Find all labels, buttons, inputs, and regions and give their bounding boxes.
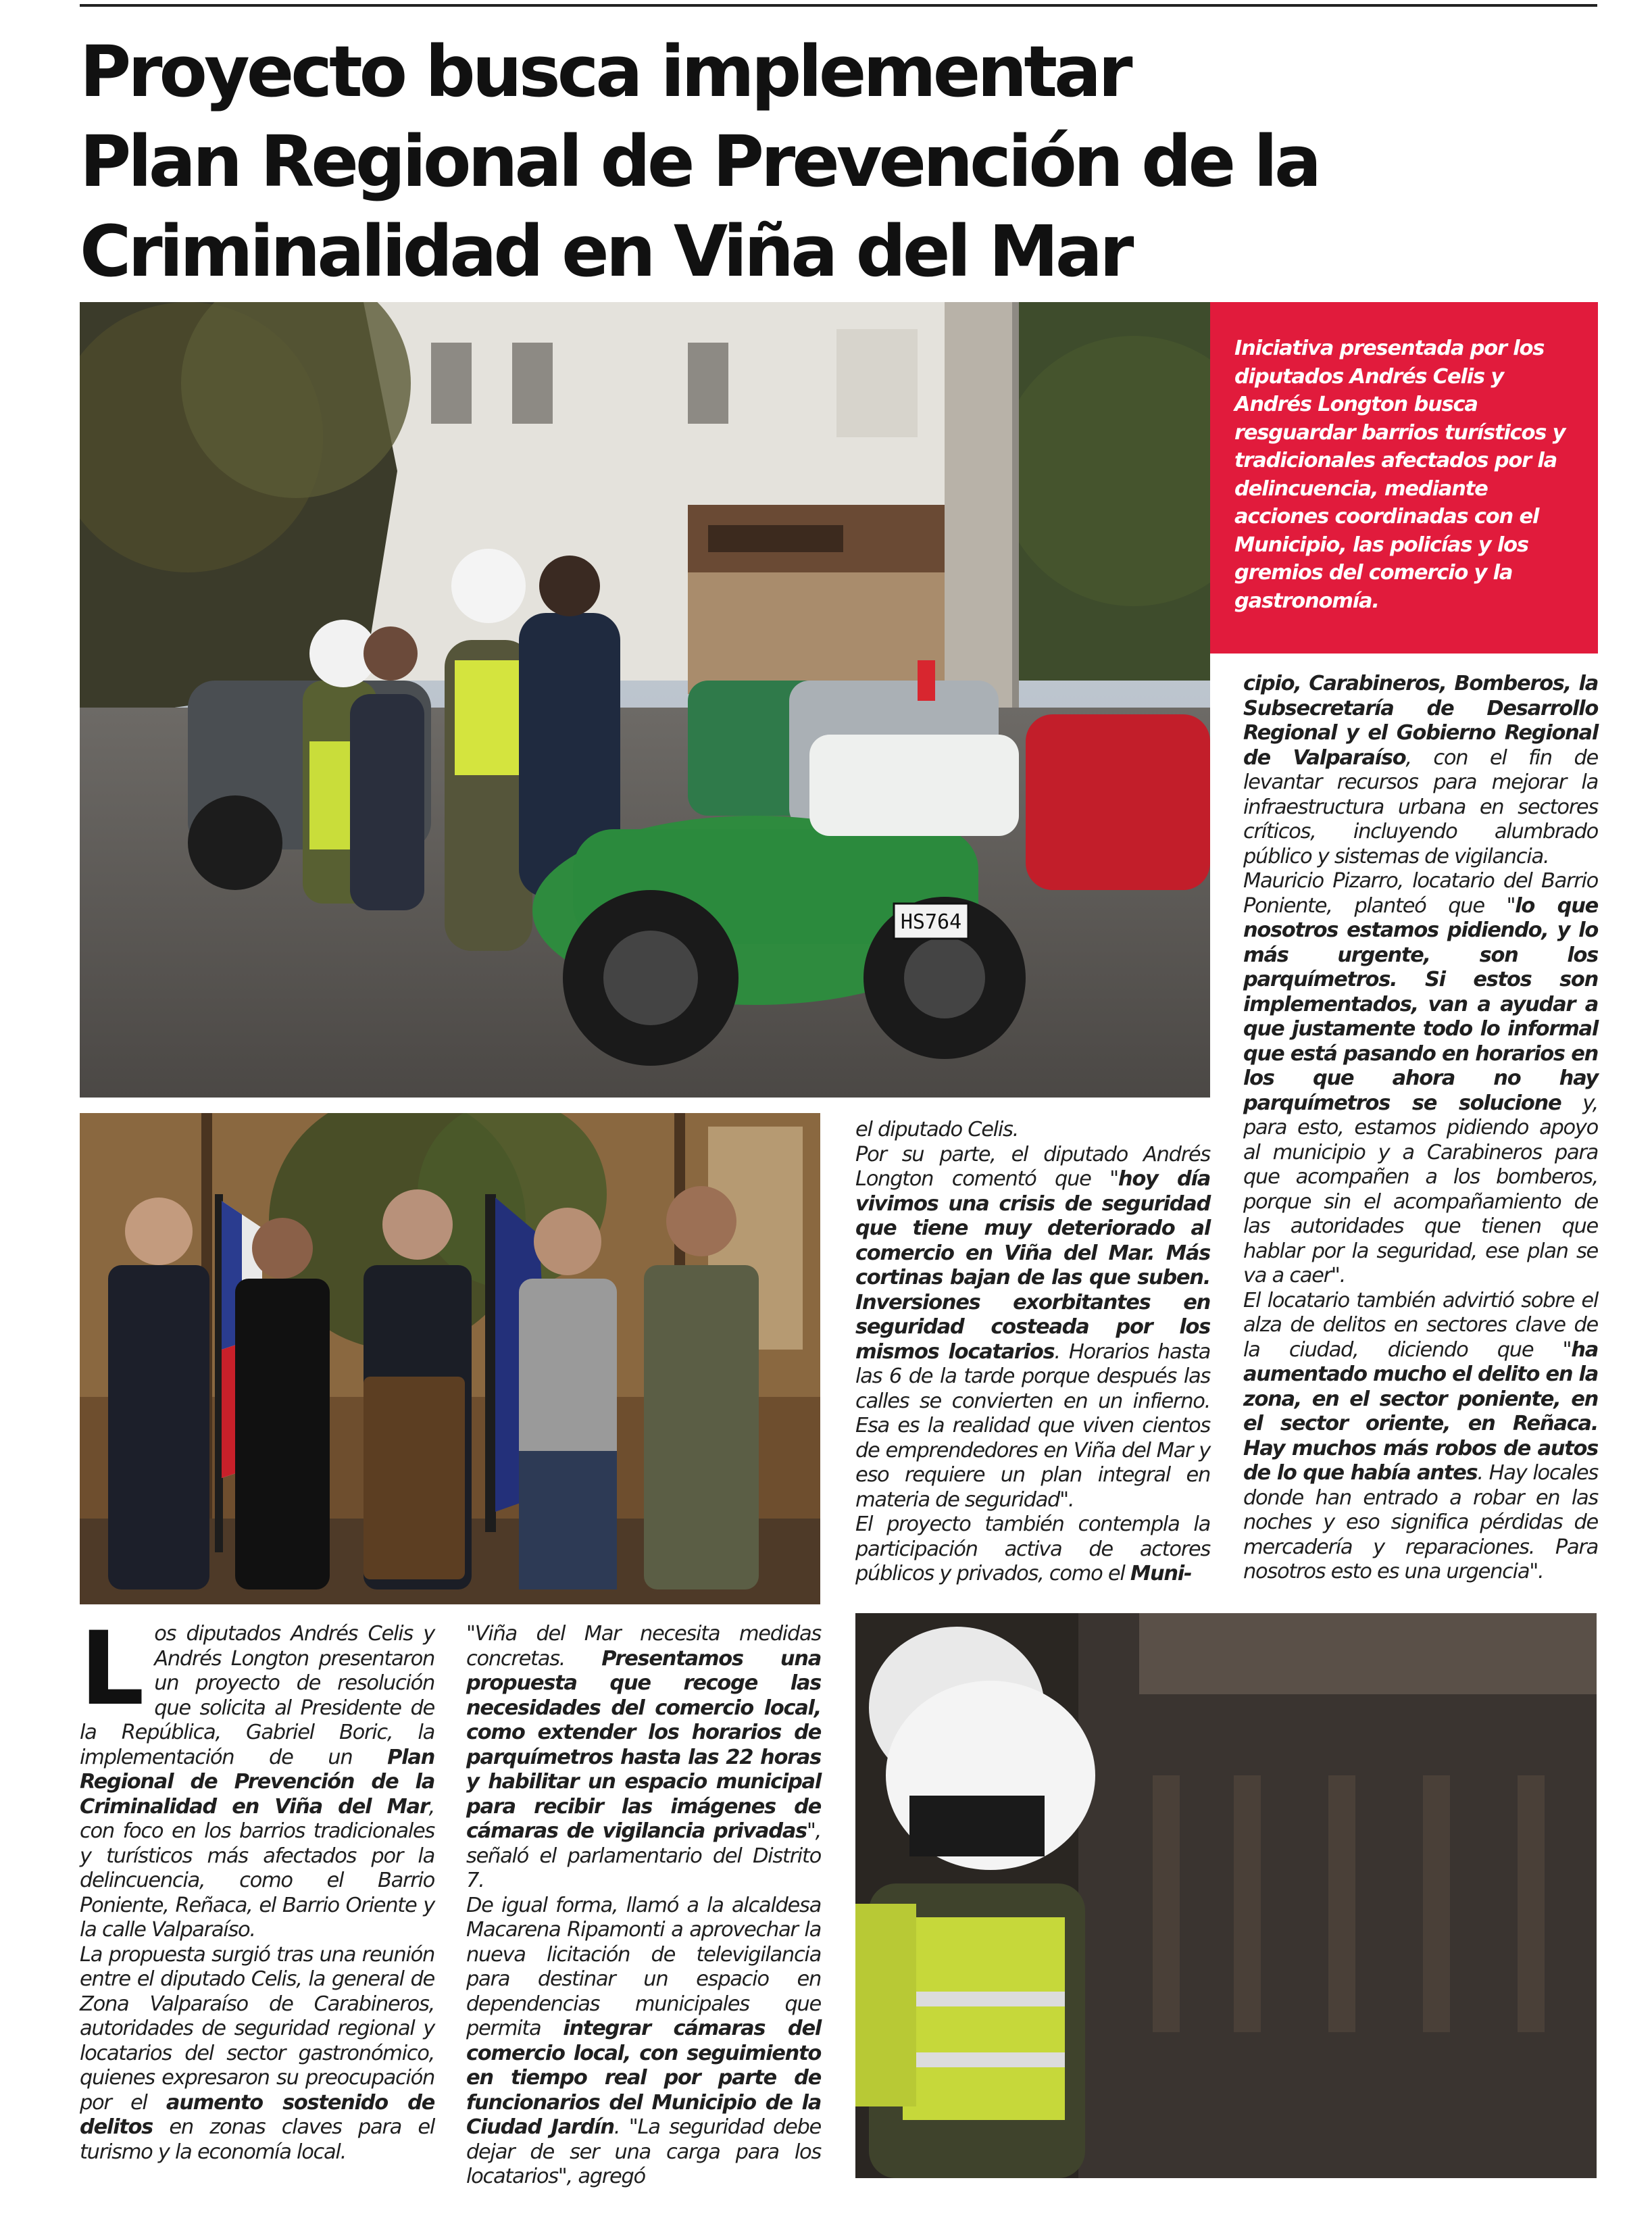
text-run-bold: cipio, Carabineros, Bomberos, la Subsecretaría de Desarrollo Regional y el Gobierno Regional de Valparaíso — [1243, 672, 1598, 770]
text-run: El locatario también advirtió sobre el alza de delitos en sectores clave de la ciudad, diciendo que " — [1243, 1288, 1598, 1362]
text-run: "Viña del Mar necesita medidas concretas. — [466, 1622, 821, 1671]
paragraph-9 — [1243, 869, 1598, 1289]
paragraph-5: el diputado Celis. — [855, 1118, 1019, 1141]
article-column-1 — [80, 1610, 434, 2165]
street-photo — [80, 302, 1210, 1098]
paragraph-3 — [466, 1622, 821, 1894]
text-run-bold: integrar cámaras del comercio local, con seguimiento en tiempo real por parte de funcionarios del Municipio de la Ciudad Jardín — [466, 2017, 821, 2139]
text-run: Mauricio Pizarro, locatario del Barrio Poniente, planteó que " — [1243, 869, 1598, 918]
article-column-3 — [855, 1118, 1210, 1587]
callout-box — [1210, 302, 1598, 654]
paragraph-10 — [1243, 1289, 1598, 1585]
text-run: De igual forma, llamó a la alcaldesa Macarena Ripamonti a aprovechar la nueva licitación de televigilancia para destinar un espacio en dependencias municipales que permita — [466, 1893, 821, 2040]
text-run: . Hay locales donde han entrado a robar en las noches y eso significa pérdidas de mercadería y reparaciones. Para nosotros esto es una urgencia". — [1243, 1461, 1598, 1583]
press-conference-image — [80, 1113, 820, 1604]
paragraph-8 — [1243, 672, 1598, 869]
text-run: . "La seguridad debe dejar de ser una carga para los locatarios", agregó — [466, 2115, 822, 2188]
text-run: La propuesta surgió tras una reunión entre el diputado Celis, la general de Zona Valparaíso de Carabineros, autoridades de seguridad regional y locatarios del sector gastronómico, quienes expresaron su preocupación por el — [80, 1942, 434, 2115]
text-run: Por su parte, el diputado Andrés Longton comentó que " — [855, 1142, 1210, 1191]
text-run-bold: Plan Regional de Prevención de la Criminalidad en Viña del Mar — [80, 1745, 434, 1819]
text-run-bold: Presentamos una propuesta que recoge las necesidades del comercio local, como extender los horarios de parquímetros hasta las 22 horas y habilitar un espacio municipal para recibir las imágenes de cámaras de vigilancia privadas — [466, 1646, 821, 1843]
top-rule — [80, 4, 1597, 7]
officer-image — [855, 1613, 1597, 2178]
text-run: , con foco en los barrios tradicionales y turísticos más afectados por la delincuencia, como el Barrio Poniente, Reñaca, el Barrio Oriente y la calle Valparaíso. — [80, 1794, 434, 1942]
drop-cap: L — [80, 1610, 144, 1728]
text-run: El proyecto también contempla la participación activa de actores públicos y privados, como el — [855, 1512, 1210, 1585]
street-photo-image — [80, 302, 1210, 1098]
paragraph-4 — [466, 1894, 821, 2190]
text-run: os diputados Andrés Celis y Andrés Longton presentaron un proyecto de resolución que solicita al Presidente de la República, Gabriel Boric, la implementación de un — [80, 1622, 434, 1769]
article-column-4 — [1243, 672, 1598, 1585]
text-run: , con el fin de levantar recursos para mejorar la infraestructura urbana en sectores críticos, incluyendo alumbrado público y sistemas de vigilancia. — [1243, 745, 1598, 868]
text-run: ", señaló el parlamentario del Distrito 7. — [466, 1819, 821, 1892]
press-conference-photo — [80, 1113, 820, 1604]
license-plate: HS764 — [900, 910, 962, 934]
text-run: en zonas claves para el turismo y la economía local. — [80, 2115, 434, 2164]
text-run-bold: aumento sostenido de delitos — [80, 2090, 434, 2139]
headline-line-3: Criminalidad en Viña del Mar — [80, 210, 1131, 293]
headline-line-2: Plan Regional de Prevención de la — [80, 120, 1319, 203]
paragraph-6 — [855, 1143, 1210, 1513]
text-run-bold: Muni- — [1130, 1562, 1192, 1585]
text-run-bold: hoy día vivimos una crisis de seguridad que tiene muy deteriorado al comercio en Viña del Mar. Más cortinas bajan de las que suben. Inversiones exorbitantes en seguridad costeada por los mismos locatarios — [855, 1167, 1211, 1364]
headline-line-1: Proyecto busca implementar — [80, 30, 1130, 113]
headline — [80, 27, 1566, 297]
text-run: y, para esto, estamos pidiendo apoyo al municipio y a Carabineros para que acompañen a los bomberos, porque sin el acompañamiento de las autoridades que tienen que hablar por la seguridad, ese plan se va a caer". — [1243, 1091, 1598, 1287]
paragraph-7 — [855, 1512, 1210, 1587]
article-column-2 — [466, 1622, 821, 2190]
paragraph-2 — [80, 1943, 434, 2165]
text-run: . Horarios hasta las 6 de la tarde porque después las calles se convierten en un infierno. Esa es la realidad que viven cientos de emprendedores en Viña del Mar y eso requiere un plan integral en materia de seguridad". — [855, 1339, 1210, 1512]
callout-text: Iniciativa presentada por los diputados Andrés Celis y Andrés Longton busca resguardar barrios turísticos y tradicionales afectados por la delincuencia, mediante acciones coordinadas con el Municipio, las policías y los gremios del comercio y la gastronomía. — [1234, 337, 1566, 613]
text-run-bold: ha aumentado mucho el delito en la zona, en el sector poniente, en el sector oriente, en Reñaca. Hay muchos más robos de autos de lo que había antes — [1243, 1337, 1598, 1485]
text-run-bold: lo que nosotros estamos pidiendo, y lo más urgente, son los parquímetros. Si estos son implementados, van a ayudar a que justamente todo lo informal que está pasando en horarios en los que ahora no hay parquímetros se solucione — [1243, 893, 1598, 1115]
officer-photo — [855, 1613, 1597, 2178]
